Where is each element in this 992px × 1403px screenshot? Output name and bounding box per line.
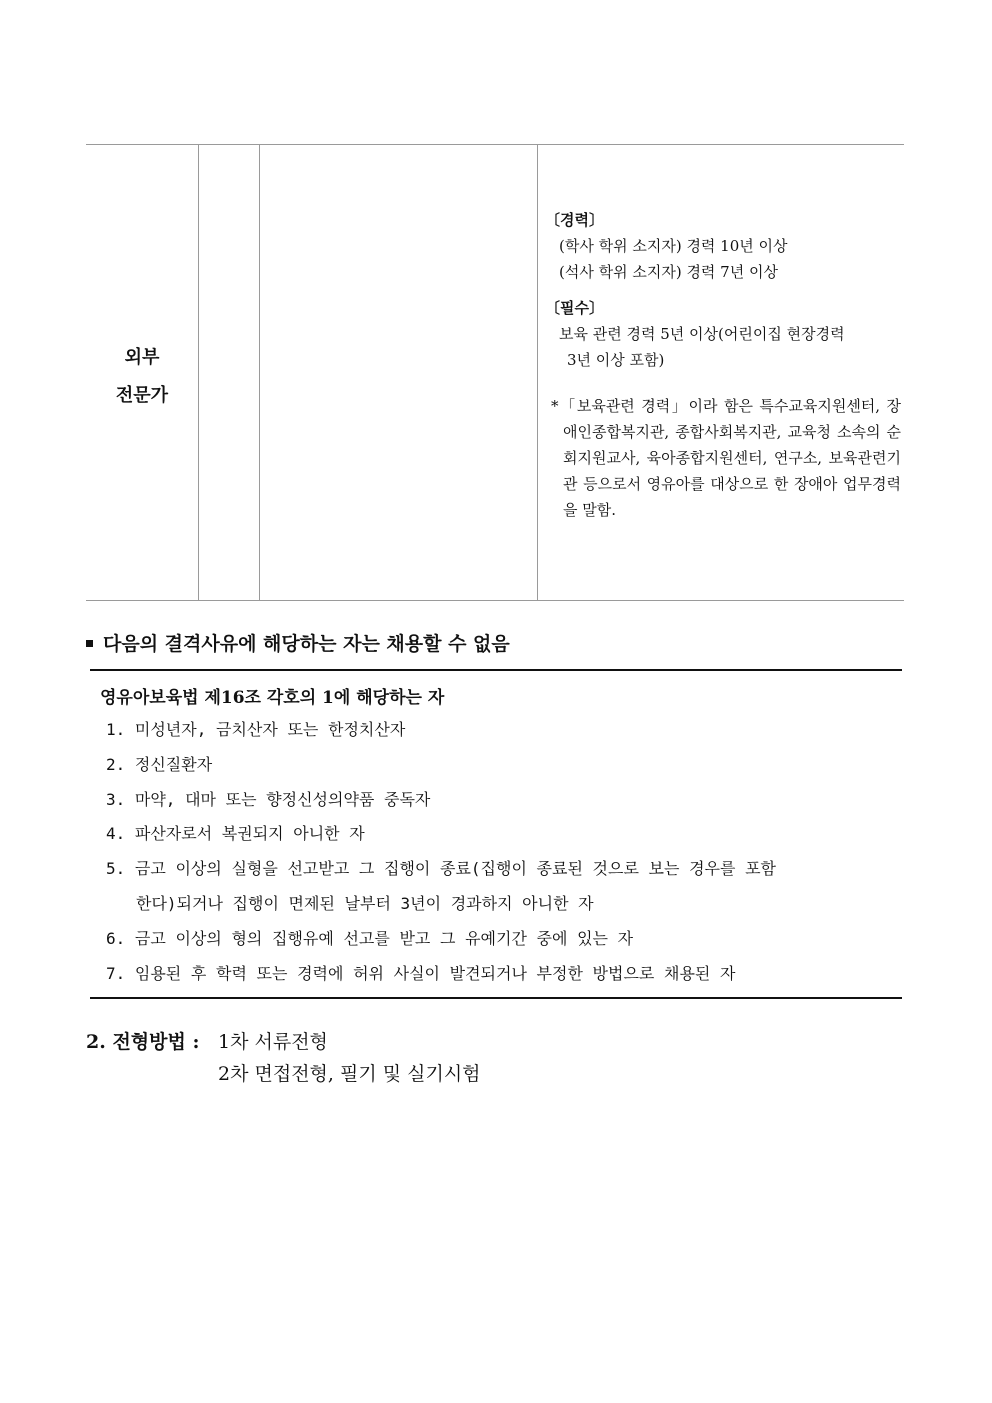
list-item-continuation-text: 한다)되거나 집행이 면제된 날부터 3년이 경과하지 아니한 자	[136, 893, 594, 913]
method-label: 2. 전형방법 :	[86, 1031, 200, 1053]
list-item: 7. 임용된 후 학력 또는 경력에 허위 사실이 발견되거나 부정한 방법으로 채용된 자	[106, 963, 736, 983]
qualification-table	[86, 144, 904, 601]
list-item: 3. 마약, 대마 또는 향정신성의약품 중독자	[106, 789, 431, 809]
required-line1: 보육 관련 경력 5년 이상(어린이집 현장경력	[559, 325, 845, 343]
table-column-divider	[198, 145, 199, 600]
disqualification-list	[106, 713, 896, 991]
list-item: 6. 금고 이상의 형의 집행유예 선고를 받고 그 유예기간 중에 있는 자	[106, 928, 634, 948]
career-line: (학사 학위 소지자) 경력 10년 이상	[559, 237, 788, 255]
method-step2: 2차 면접전형, 필기 및 실기시험	[218, 1063, 481, 1085]
career-definition-note: *「보육관련 경력」이라 함은 특수교육지원센터, 장애인종합복지관, 종합사회복지관, 교육청 소속의 순회지원교사, 육아종합지원센터, 연구소, 보육관련기관 등으로서 영유아를 대상으로 한 장애아 업무경력을 말함.	[551, 397, 901, 519]
role-label-line2: 전문가	[115, 385, 169, 406]
selection-method	[86, 1026, 481, 1090]
career-line: (석사 학위 소지자) 경력 7년 이상	[559, 263, 778, 281]
career-heading: 〔경력〕	[545, 211, 604, 229]
table-column-divider	[537, 145, 538, 600]
role-label-line1: 외부	[124, 347, 160, 368]
list-item-continuation	[106, 887, 896, 922]
method-step1: 1차 서류전형	[218, 1031, 328, 1053]
list-item: 5. 금고 이상의 실형을 선고받고 그 집행이 종료(집행이 종료된 것으로 보는 경우를 포함	[106, 859, 776, 879]
disqualification-title: 다음의 결격사유에 해당하는 자는 채용할 수 없음	[103, 633, 510, 655]
list-item: 4. 파산자로서 복권되지 아니한 자	[106, 824, 365, 844]
required-text	[545, 321, 901, 373]
disqualification-box	[90, 669, 902, 999]
requirements-cell	[545, 207, 901, 523]
list-item: 1. 미성년자, 금치산자 또는 한정치산자	[106, 720, 406, 739]
table-column-divider	[259, 145, 260, 600]
required-line2: 3년 이상 포함)	[567, 351, 665, 369]
disqualification-heading	[86, 629, 510, 656]
square-bullet-icon	[86, 640, 93, 647]
required-heading: 〔필수〕	[545, 299, 604, 317]
list-item: 2. 정신질환자	[106, 754, 213, 774]
law-reference: 영유아보육법 제16조 각호의 1에 해당하는 자	[100, 688, 445, 708]
role-cell	[86, 339, 198, 415]
